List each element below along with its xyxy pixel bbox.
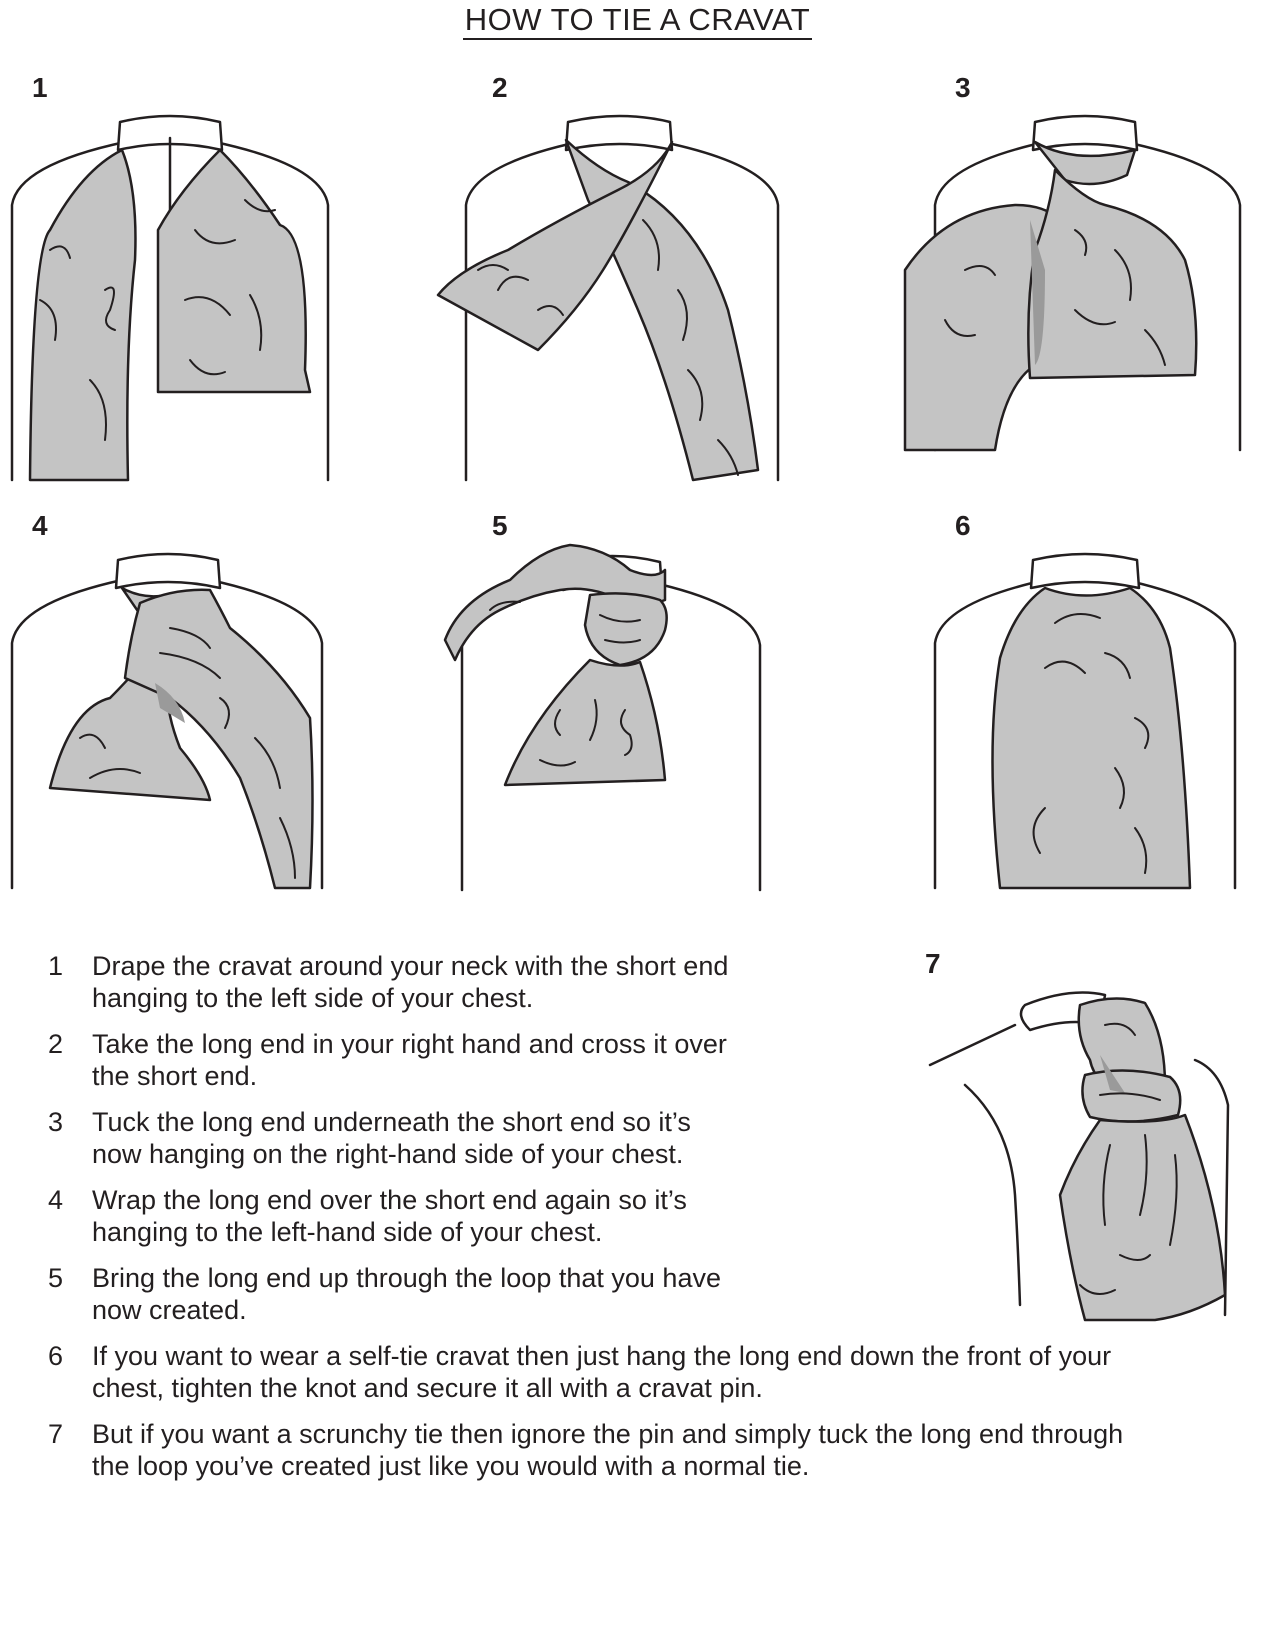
- instruction-step-7-number: 7: [48, 1419, 64, 1449]
- instruction-step-3-text: Tuck the long end underneath the short end so it’s now hanging on the right-hand side of your chest.: [92, 1107, 691, 1169]
- instruction-step-4: [48, 1184, 1228, 1248]
- illustration-step-3-drawing: [905, 110, 1245, 450]
- instruction-step-4-number: 4: [48, 1185, 64, 1215]
- illustration-step-2-drawing: [438, 110, 798, 480]
- page-title-text: HOW TO TIE A CRAVAT: [463, 2, 812, 40]
- panel-number-7: 7: [925, 948, 941, 979]
- illustration-step-1-drawing: [10, 110, 330, 480]
- page-title: [0, 2, 1275, 38]
- instruction-step-3-number: 3: [48, 1107, 64, 1137]
- illustration-step-3: [905, 110, 1245, 450]
- instruction-step-2: [48, 1028, 1228, 1092]
- instruction-step-1-number: 1: [48, 951, 64, 981]
- instruction-step-5: [48, 1262, 1228, 1326]
- instruction-step-2-text: Take the long end in your right hand and cross it over the short end.: [92, 1029, 727, 1091]
- instruction-step-4-text: Wrap the long end over the short end again so it’s hanging to the left-hand side of your chest.: [92, 1185, 687, 1247]
- instructions-list: [48, 950, 1228, 1496]
- illustration-step-5: [440, 540, 770, 890]
- illustration-step-2: [438, 110, 798, 480]
- instruction-step-1: [48, 950, 1228, 1014]
- instruction-step-6: [48, 1340, 1228, 1404]
- panel-number-6: 6: [955, 510, 971, 541]
- instruction-step-6-number: 6: [48, 1341, 64, 1371]
- panel-number-1: 1: [32, 72, 48, 103]
- illustration-step-5-drawing: [440, 540, 770, 890]
- illustration-step-6-drawing: [905, 548, 1245, 888]
- illustration-step-6: [905, 548, 1245, 888]
- instruction-step-1-text: Drape the cravat around your neck with the short end hanging to the left side of your chest.: [92, 951, 729, 1013]
- instruction-step-5-number: 5: [48, 1263, 64, 1293]
- instruction-step-6-text: If you want to wear a self-tie cravat then just hang the long end down the front of your chest, tighten the knot and secure it all with a cravat pin.: [92, 1341, 1112, 1403]
- panel-number-3: 3: [955, 72, 971, 103]
- illustration-step-4: [10, 548, 330, 888]
- panel-number-2: 2: [492, 72, 508, 103]
- panel-number-5: 5: [492, 510, 508, 541]
- instruction-step-5-text: Bring the long end up through the loop that you have now created.: [92, 1263, 721, 1325]
- instruction-step-3: [48, 1106, 1228, 1170]
- illustration-step-4-drawing: [10, 548, 330, 888]
- instruction-step-7-text: But if you want a scrunchy tie then ignore the pin and simply tuck the long end through the loop you’ve created just like you would with a normal tie.: [92, 1419, 1124, 1481]
- panel-number-4: 4: [32, 510, 48, 541]
- illustration-step-1: [10, 110, 330, 480]
- instruction-step-7: [48, 1418, 1228, 1482]
- instruction-step-2-number: 2: [48, 1029, 64, 1059]
